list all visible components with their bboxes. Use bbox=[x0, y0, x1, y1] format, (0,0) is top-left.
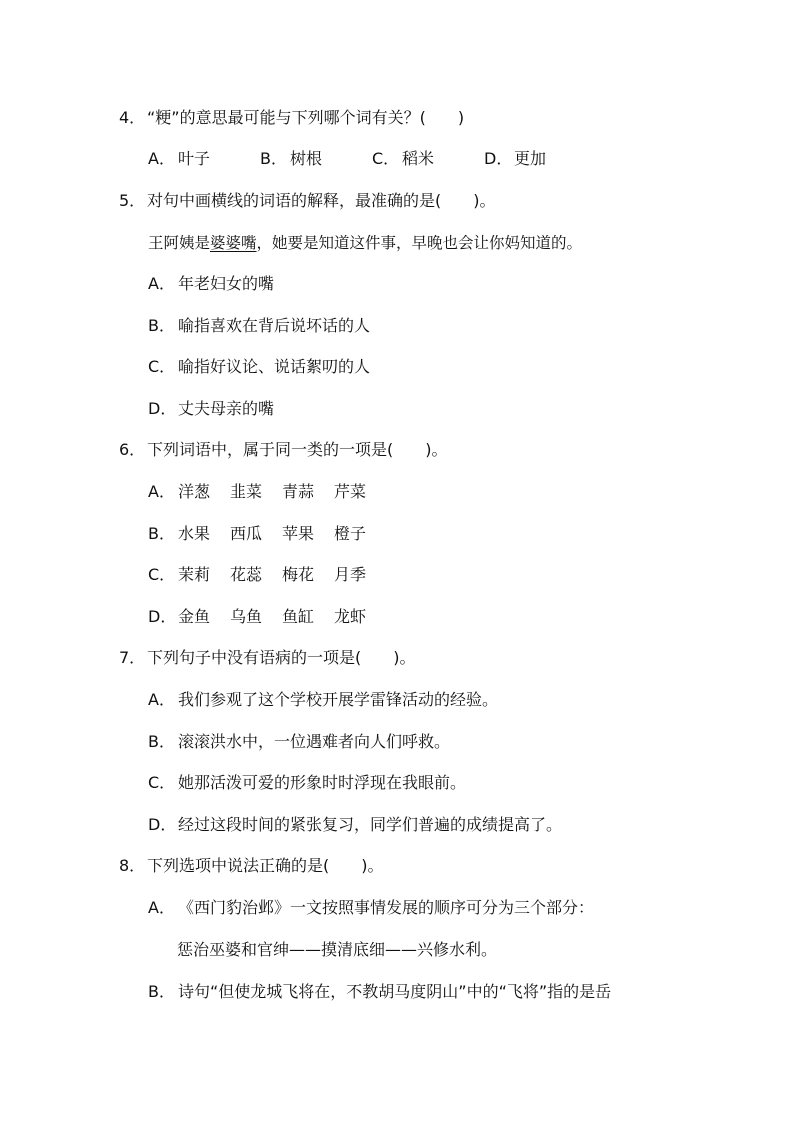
example-sentence bbox=[148, 232, 582, 254]
word: 苹果 bbox=[282, 524, 315, 543]
option-letter: D． bbox=[484, 149, 513, 168]
option-letter: D． bbox=[148, 399, 177, 418]
option-d[interactable] bbox=[484, 148, 546, 170]
word: 茉莉 bbox=[178, 565, 211, 584]
word: 水果 bbox=[178, 524, 211, 543]
option-c[interactable] bbox=[148, 772, 466, 794]
option-b[interactable] bbox=[148, 315, 370, 337]
question-4-options bbox=[148, 148, 546, 170]
option-letter: C． bbox=[372, 149, 400, 168]
word: 花蕊 bbox=[230, 565, 263, 584]
question-8 bbox=[119, 855, 384, 877]
option-c[interactable] bbox=[148, 356, 370, 378]
question-number: 5． bbox=[119, 191, 146, 210]
question-7 bbox=[119, 647, 416, 669]
option-text: 树根 bbox=[290, 149, 323, 168]
question-number: 7． bbox=[119, 648, 146, 667]
word: 龙虾 bbox=[334, 607, 367, 626]
question-number: 6． bbox=[119, 440, 146, 459]
option-d[interactable] bbox=[148, 398, 274, 420]
option-text: 惩治巫婆和官绅——摸清底细——兴修水利。 bbox=[177, 940, 498, 959]
question-text: 下列选项中说法正确的是( )。 bbox=[147, 856, 384, 875]
option-text: 滚滚洪水中，一位遇难者向人们呼救。 bbox=[178, 732, 451, 751]
option-a[interactable] bbox=[148, 481, 386, 503]
word: 芹菜 bbox=[334, 482, 367, 501]
option-text: 喻指喜欢在背后说坏话的人 bbox=[178, 316, 371, 335]
option-text: 《西门豹治邺》一文按照事情发展的顺序可分为三个部分： bbox=[178, 898, 595, 917]
question-number: 4． bbox=[119, 108, 146, 127]
word: 月季 bbox=[334, 565, 367, 584]
word: 鱼缸 bbox=[282, 607, 315, 626]
option-letter: C． bbox=[148, 357, 176, 376]
option-letter: A． bbox=[148, 482, 175, 501]
option-b[interactable] bbox=[148, 981, 611, 1003]
option-a[interactable] bbox=[148, 273, 274, 295]
question-text: 下列词语中，属于同一类的一项是( )。 bbox=[147, 440, 448, 459]
option-text: 丈夫母亲的嘴 bbox=[178, 399, 275, 418]
underlined-word: 婆婆嘴 bbox=[210, 234, 257, 252]
word: 橙子 bbox=[334, 524, 367, 543]
option-text: 稻米 bbox=[402, 149, 435, 168]
option-letter: C． bbox=[148, 773, 176, 792]
word: 韭菜 bbox=[230, 482, 263, 501]
question-text: 下列句子中没有语病的一项是( )。 bbox=[147, 648, 416, 667]
option-a[interactable] bbox=[148, 897, 594, 919]
word: 梅花 bbox=[282, 565, 315, 584]
question-5 bbox=[119, 190, 496, 212]
question-6 bbox=[119, 439, 448, 461]
option-c[interactable] bbox=[372, 148, 484, 170]
option-letter: D． bbox=[148, 607, 177, 626]
question-4 bbox=[119, 107, 464, 129]
option-letter: A． bbox=[148, 898, 175, 917]
option-b[interactable] bbox=[260, 148, 372, 170]
option-text: 更加 bbox=[514, 149, 547, 168]
question-text: “粳”的意思最可能与下列哪个词有关？( ) bbox=[147, 108, 465, 127]
word: 乌鱼 bbox=[230, 607, 263, 626]
option-text: 经过这段时间的紧张复习，同学们普遍的成绩提高了。 bbox=[178, 815, 563, 834]
question-number: 8． bbox=[119, 856, 146, 875]
option-text: 我们参观了这个学校开展学雷锋活动的经验。 bbox=[178, 690, 499, 709]
word: 西瓜 bbox=[230, 524, 263, 543]
word: 洋葱 bbox=[178, 482, 211, 501]
option-b[interactable] bbox=[148, 523, 386, 545]
option-text: 喻指好议论、说话絮叨的人 bbox=[178, 357, 371, 376]
option-letter: B． bbox=[148, 732, 175, 751]
word: 青蒜 bbox=[282, 482, 315, 501]
option-letter: A． bbox=[148, 274, 175, 293]
option-letter: B． bbox=[148, 982, 175, 1001]
option-letter: B． bbox=[148, 316, 175, 335]
option-a-continuation bbox=[177, 939, 497, 961]
question-text: 对句中画横线的词语的解释，最准确的是( )。 bbox=[147, 191, 496, 210]
option-letter: A． bbox=[148, 149, 175, 168]
option-a[interactable] bbox=[148, 689, 498, 711]
word: 金鱼 bbox=[178, 607, 211, 626]
option-text: 年老妇女的嘴 bbox=[178, 274, 275, 293]
option-text: 她那活泼可爱的形象时时浮现在我眼前。 bbox=[178, 773, 467, 792]
option-letter: B． bbox=[260, 149, 287, 168]
option-d[interactable] bbox=[148, 814, 562, 836]
option-letter: C． bbox=[148, 565, 176, 584]
sentence-part: 王阿姨是 bbox=[148, 234, 211, 252]
option-d[interactable] bbox=[148, 606, 386, 628]
option-a[interactable] bbox=[148, 148, 260, 170]
option-text: 诗句“但使龙城飞将在，不教胡马度阴山”中的“飞将”指的是岳 bbox=[178, 982, 612, 1001]
option-text: 叶子 bbox=[178, 149, 211, 168]
option-c[interactable] bbox=[148, 564, 386, 586]
sentence-part: ，她要是知道这件事，早晚也会让你妈知道的。 bbox=[256, 234, 583, 252]
option-b[interactable] bbox=[148, 731, 450, 753]
option-letter: A． bbox=[148, 690, 175, 709]
option-letter: D． bbox=[148, 815, 177, 834]
option-letter: B． bbox=[148, 524, 175, 543]
